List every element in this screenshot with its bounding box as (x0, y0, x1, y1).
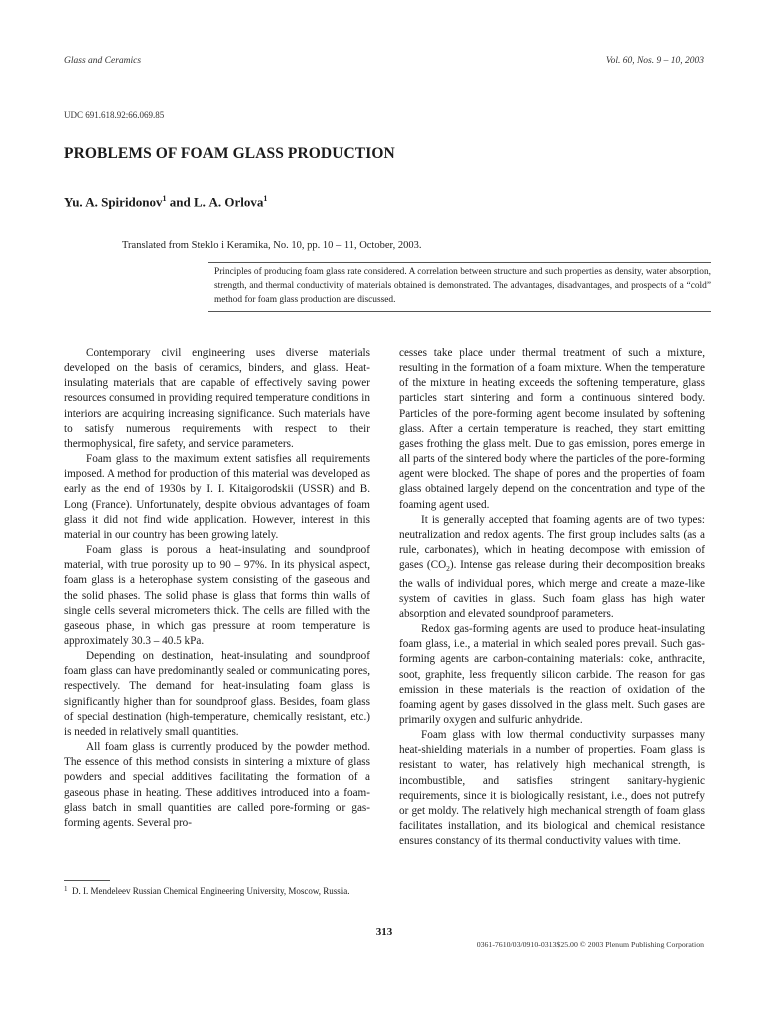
footnote-number: 1 (64, 885, 68, 893)
subscript: 2 (446, 564, 450, 574)
page-number: 313 (375, 926, 393, 938)
footnote (64, 885, 370, 897)
body-paragraph: Foam glass to the maximum extent satisfies all requirements imposed. A method for production of this material was developed as early as the end of 1930s by I. I. Kitaigorodskii (USSR) and B. Long (France). Unfortunately, despite obvious advantages of foam glass it did not find wide application. However, interest in this material in our country has been growing lately. (64, 453, 370, 541)
body-paragraph (399, 513, 705, 622)
abstract-text: Principles of producing foam glass rate considered. A correlation between structure and such properties as density, water absorption, strength, and thermal conductivity of materials obtained is demonstrated. The advantages, disadvantages, and prospects of a “cold” method for foam glass production are discussed. (214, 267, 711, 305)
paragraph-text: It is generally accepted that foaming agents are of two types: neutralization and redox agents. The first group includes salts (as a rule, carbonates), which in heating decompose with emission of gases (CO (399, 513, 705, 572)
body-paragraph: Foam glass is porous a heat-insulating and soundproof material, with true porosity up to 90 – 97%. In its physical aspect, foam glass is a heterophase system consisting of the gaseous and the solid phases. The solid phase is glass that forms thin walls of single cells several micrometers thick. The cells are filled with the gaseous phase, in which gas pressure at room temperature is approximately 30.3 – 40.5 kPa. (64, 544, 370, 647)
body-paragraph: Depending on destination, heat-insulating and soundproof foam glass can have predominantly sealed or communicating pores, respectively. The demand for heat-insulating foam glass is significantly higher than for soundproof glass. Besides, foam glass of special destination (high-temperature, chemically resistant, etc.) is needed in relatively small quantities. (64, 650, 370, 738)
body-paragraph: Redox gas-forming agents are used to produce heat-insulating foam glass, i.e., a material in which sealed pores prevail. Such gas-forming agents are carbon-containing materials: coke, anthracite, soot, graphite, less frequently silicon carbide. The reason for gas emission in these materials is the reaction of oxidation of the foaming agent by gases dissolved in the glass melt. Such gases are primarily oxygen and sulfuric anhydride. (399, 623, 705, 726)
footnote-text: D. I. Mendeleev Russian Chemical Engineering University, Moscow, Russia. (72, 886, 350, 896)
body-paragraph: cesses take place under thermal treatment of such a mixture, resulting in the formation of a foam mixture. When the temperature of the mixture in heating exceeds the softening temperature, glass particles start sintering and form a continuous sintered body. Particles of the pore-forming agent become insulated by softening glass. After a certain temperature is reached, they start emitting gases frothing the glass melt. Due to gas emission, pores emerge in all parts of the sintered body where the particles of the pore-forming agent were blocked. The shape of pores and the properties of foam glass obtained largely depend on the concentration and type of the foaming agent used. (399, 347, 705, 511)
udc-code: UDC 691.618.92:66.069.85 (64, 110, 165, 120)
body-column-left (64, 346, 370, 831)
footnote-divider (64, 880, 110, 881)
author-name: L. A. Orlova (193, 194, 264, 210)
body-paragraph: All foam glass is currently produced by the powder method. The essence of this method consists in sintering a mixture of glass powders and special additives facilitating the formation of a gaseous phase in heating. These additives introduced into a foam-glass batch in small quantities are called pore-forming or gas-forming agents. Several pro- (64, 741, 370, 829)
author-name: Yu. A. Spiridonov (64, 194, 163, 210)
body-column-right (399, 346, 705, 849)
affiliation-marker: 1 (162, 194, 167, 203)
body-paragraph: Foam glass with low thermal conductivity surpasses many heat-shielding materials in a number of properties. Foam glass is resistant to water, has relatively high mechanical strength, is incombustible, and satisfies stringent sanitary-hygienic requirements, since it is biologically resistant, i.e., does not putrefy or get moldy. The relatively high mechanical strength of foam glass facilitates installation, and its biological and chemical resistance ensures constancy of its thermal conductivity values with time. (399, 729, 705, 848)
volume-info: Vol. 60, Nos. 9 – 10, 2003 (605, 56, 704, 66)
copyright-line: 0361-7610/03/0910-0313$25.00 © 2003 Plenum Publishing Corporation (476, 940, 704, 949)
affiliation-marker: 1 (263, 194, 268, 203)
body-paragraph: Contemporary civil engineering uses diverse materials developed on the basis of ceramics, binders, and glass. Heat-insulating materials that are capable of effectively saving power resources consumed in providing required temperature conditions in interiors are acquiring increasing significance. Such materials have to satisfy numerous requirements with respect to their thermophysical, fire safety, and service parameters. (64, 347, 370, 450)
author-line (64, 194, 267, 210)
translation-note: Translated from Steklo i Keramika, No. 10, pp. 10 – 11, October, 2003. (122, 240, 422, 251)
abstract-box (208, 262, 711, 312)
journal-name: Glass and Ceramics (64, 56, 142, 66)
paragraph-text: ). Intense gas release during their decomposition breaks the walls of individual pores, which merge and create a maze-like system of cavities in glass. Such foam glass has high water absorption and elevated soundproof parameters. (399, 559, 706, 620)
author-conjunction: and (166, 194, 194, 210)
article-title: PROBLEMS OF FOAM GLASS PRODUCTION (64, 145, 395, 162)
